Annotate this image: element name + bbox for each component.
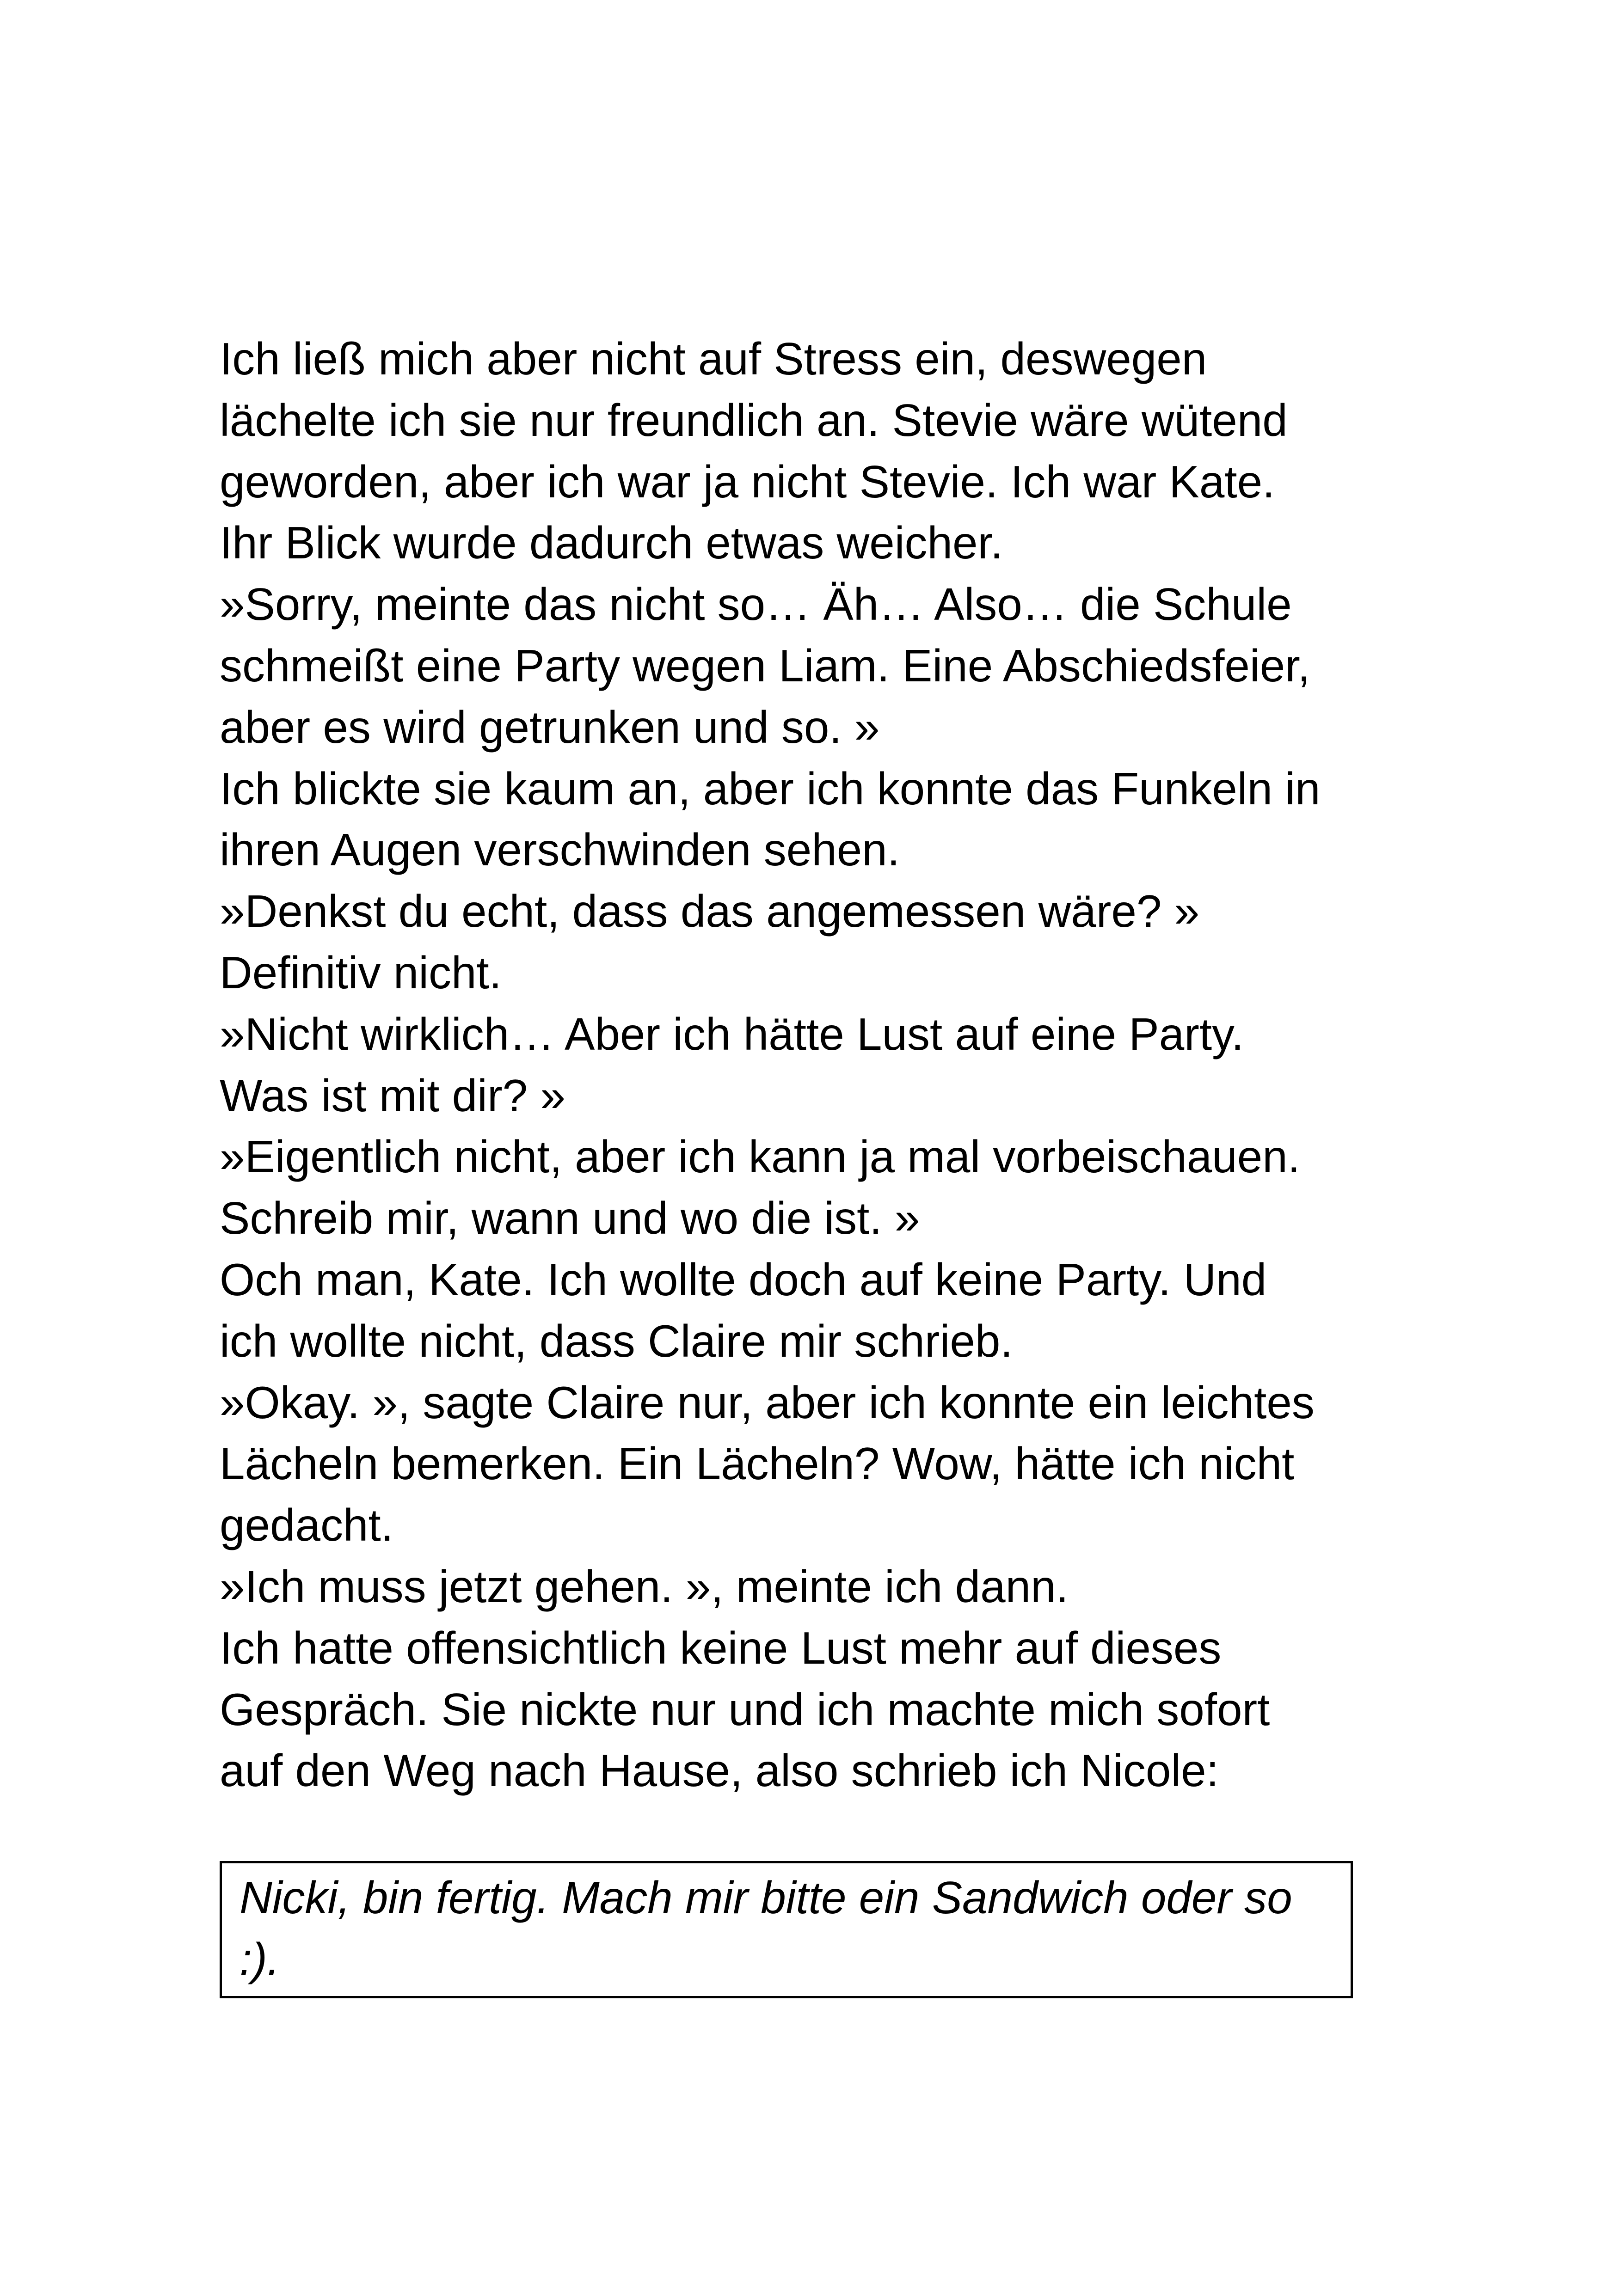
text-line: schmeißt eine Party wegen Liam. Eine Abschiedsfeier, xyxy=(220,640,1310,691)
text-line: Ich hatte offensichtlich keine Lust mehr auf dieses xyxy=(220,1622,1222,1673)
story-text xyxy=(220,328,1422,1801)
text-line: Definitiv nicht. xyxy=(220,947,502,998)
message-line: Nicki, bin fertig. Mach mir bitte ein Sandwich oder so xyxy=(240,1872,1292,1923)
message-line: :). xyxy=(240,1933,280,1984)
text-line: Gespräch. Sie nickte nur und ich machte mich sofort xyxy=(220,1684,1270,1735)
text-line: ich wollte nicht, dass Claire mir schrieb. xyxy=(220,1315,1013,1366)
text-line: Lächeln bemerken. Ein Lächeln? Wow, hätte ich nicht xyxy=(220,1438,1295,1489)
text-line: auf den Weg nach Hause, also schrieb ich Nicole: xyxy=(220,1745,1219,1796)
text-line: »Denkst du echt, dass das angemessen wäre? » xyxy=(220,886,1200,937)
text-line: lächelte ich sie nur freundlich an. Stevie wäre wütend xyxy=(220,394,1288,446)
text-message xyxy=(240,1867,1292,1990)
text-line: »Okay. », sagte Claire nur, aber ich konnte ein leichtes xyxy=(220,1377,1315,1428)
text-line: »Sorry, meinte das nicht so… Äh… Also… die Schule xyxy=(220,579,1292,630)
text-line: geworden, aber ich war ja nicht Stevie. Ich war Kate. xyxy=(220,456,1275,507)
text-line: ihren Augen verschwinden sehen. xyxy=(220,824,900,876)
text-line: aber es wird getrunken und so. » xyxy=(220,701,880,753)
text-message-box xyxy=(220,1861,1353,1998)
text-line: Ihr Blick wurde dadurch etwas weicher. xyxy=(220,517,1003,569)
text-line: »Ich muss jetzt gehen. », meinte ich dann. xyxy=(220,1561,1069,1612)
text-line: Och man, Kate. Ich wollte doch auf keine Party. Und xyxy=(220,1254,1267,1305)
text-line: Ich blickte sie kaum an, aber ich konnte das Funkeln in xyxy=(220,763,1321,814)
text-line: Ich ließ mich aber nicht auf Stress ein, deswegen xyxy=(220,333,1207,384)
text-line: »Nicht wirklich… Aber ich hätte Lust auf eine Party. xyxy=(220,1008,1244,1059)
text-line: Was ist mit dir? » xyxy=(220,1070,565,1121)
text-line: gedacht. xyxy=(220,1500,393,1551)
text-line: »Eigentlich nicht, aber ich kann ja mal vorbeischauen. xyxy=(220,1131,1301,1182)
text-line: Schreib mir, wann und wo die ist. » xyxy=(220,1193,920,1244)
